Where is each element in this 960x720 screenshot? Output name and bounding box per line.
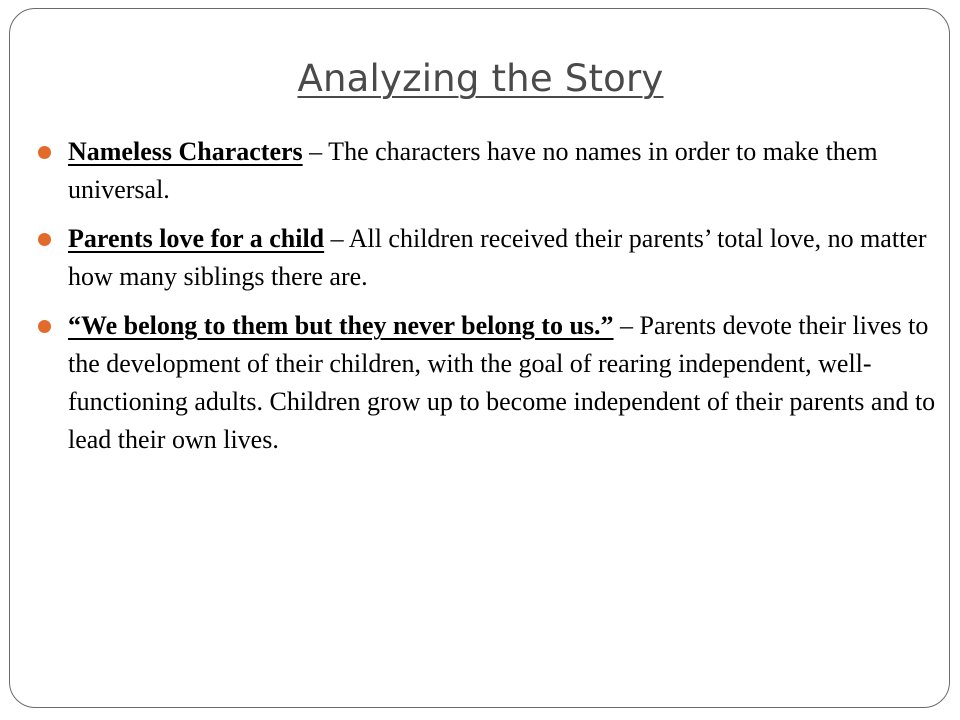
bullet-text: – The characters have no names in order to make them universal. [68,137,878,204]
bullet-term: Parents love for a child [68,224,325,253]
bullet-item-nameless-characters [38,133,938,209]
bullet-item-parents-love [38,220,938,296]
bullet-text: – All children received their parents’ total love, no matter how many siblings there are. [68,224,927,291]
bullet-text: – Parents devote their lives to the development of their children, with the goal of rearing independent, well-functioning adults. Children grow up to become independent of their parents and to lead their own lives. [68,311,936,454]
slide-title: Analyzing the Story [297,57,664,100]
slide-frame [9,8,950,708]
bullet-dot-icon [38,320,51,333]
bullet-term: Nameless Characters [68,137,303,166]
bullet-list [38,133,938,470]
bullet-term: “We belong to them but they never belong to us.” [68,311,614,340]
bullet-dot-icon [38,233,51,246]
bullet-dot-icon [38,146,51,159]
bullet-item-quote [38,307,938,459]
